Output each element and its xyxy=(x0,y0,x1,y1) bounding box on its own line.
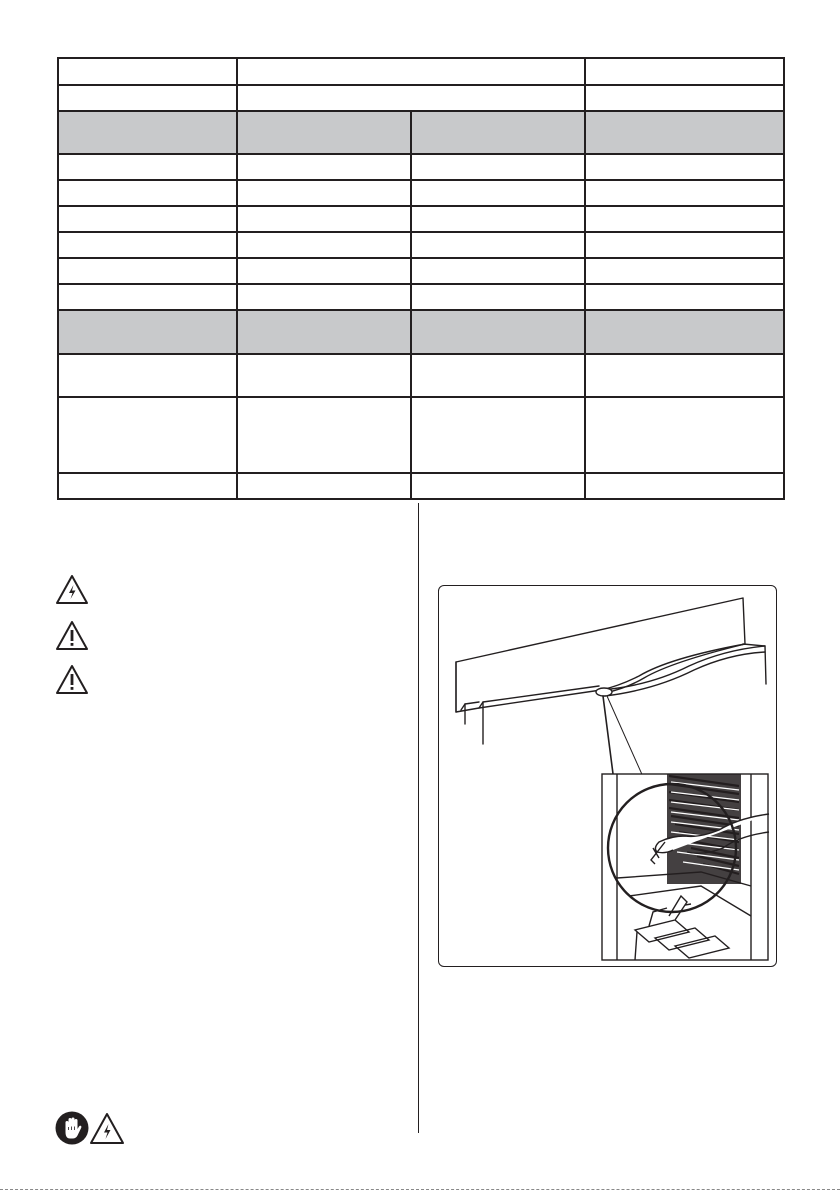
table-cell xyxy=(58,473,237,499)
table-cell xyxy=(411,310,585,354)
table-cell xyxy=(585,85,784,111)
table-cell xyxy=(585,180,784,206)
table-cell xyxy=(58,58,237,85)
table-cell xyxy=(237,111,411,154)
general-warning-icon xyxy=(55,664,89,696)
table-row xyxy=(58,206,784,232)
table-cell xyxy=(237,206,411,232)
table-cell xyxy=(237,284,411,310)
table-cell xyxy=(585,397,784,473)
table-cell xyxy=(411,397,585,473)
table-cell xyxy=(411,473,585,499)
table-cell xyxy=(585,206,784,232)
table-row xyxy=(58,154,784,180)
table-row xyxy=(58,354,784,397)
table-row xyxy=(58,85,784,111)
drain-hole-illustration xyxy=(438,585,777,967)
table-cell xyxy=(58,354,237,397)
hand-stop-icon xyxy=(54,1110,90,1146)
table-cell xyxy=(237,85,585,111)
table-cell xyxy=(237,154,411,180)
table-cell xyxy=(585,473,784,499)
table-cell xyxy=(411,111,585,154)
table-cell xyxy=(237,473,411,499)
table-cell xyxy=(58,111,237,154)
table-row xyxy=(58,397,784,473)
table-cell xyxy=(585,232,784,258)
table-cell xyxy=(237,232,411,258)
table-cell xyxy=(237,180,411,206)
page-bottom-rule xyxy=(0,1189,840,1190)
table-cell xyxy=(58,284,237,310)
specification-table xyxy=(57,57,785,500)
table-cell xyxy=(585,284,784,310)
table-cell xyxy=(411,206,585,232)
table-cell xyxy=(411,180,585,206)
column-divider xyxy=(418,503,419,1133)
drain-hole-drawing xyxy=(439,586,775,965)
table-cell xyxy=(411,258,585,284)
table-cell xyxy=(585,258,784,284)
table-cell xyxy=(58,154,237,180)
table-row-shaded xyxy=(58,111,784,154)
table-row xyxy=(58,284,784,310)
electric-shock-warning-icon xyxy=(55,574,89,606)
table-cell xyxy=(58,180,237,206)
table-cell xyxy=(58,310,237,354)
table-cell xyxy=(58,232,237,258)
general-warning-icon xyxy=(55,620,89,652)
table-row xyxy=(58,180,784,206)
table-cell xyxy=(411,232,585,258)
table-cell xyxy=(585,354,784,397)
table-cell xyxy=(237,310,411,354)
table-row xyxy=(58,232,784,258)
table-cell xyxy=(237,258,411,284)
table-cell xyxy=(585,58,784,85)
table-cell xyxy=(58,85,237,111)
electric-shock-warning-icon xyxy=(89,1112,125,1146)
table-cell xyxy=(237,354,411,397)
table-cell xyxy=(237,397,411,473)
table-cell xyxy=(411,354,585,397)
table-row xyxy=(58,473,784,499)
table-cell xyxy=(58,397,237,473)
table-cell xyxy=(585,310,784,354)
table-cell xyxy=(585,154,784,180)
table-cell xyxy=(411,284,585,310)
table-cell xyxy=(58,206,237,232)
table-cell xyxy=(411,154,585,180)
table-row xyxy=(58,58,784,85)
table-cell xyxy=(585,111,784,154)
table-cell xyxy=(237,58,585,85)
table-row-shaded xyxy=(58,310,784,354)
table-row xyxy=(58,258,784,284)
table-cell xyxy=(58,258,237,284)
